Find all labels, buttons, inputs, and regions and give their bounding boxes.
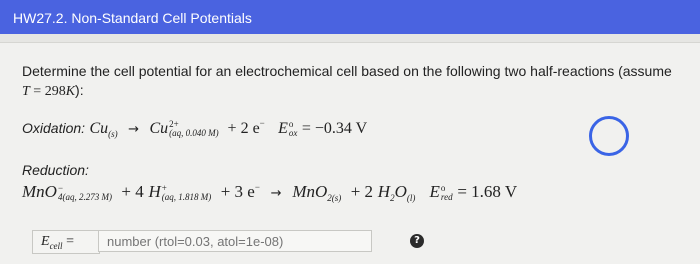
ox-potential-symbol: E (278, 120, 288, 138)
question-header (0, 0, 700, 34)
ecell-label-box (32, 230, 100, 254)
red-product1-sub: 2(s) (327, 193, 342, 203)
oxidation-label: Oxidation: (22, 120, 86, 137)
ox-product-state: (aq, 0.040 M) (169, 128, 219, 138)
red-species1-charge: − (57, 182, 64, 193)
radio-circle-icon[interactable] (589, 116, 629, 156)
ecell-eq: = (62, 234, 74, 249)
header-divider (0, 34, 700, 43)
red-species2-state: (aq, 1.818 M) (161, 191, 212, 202)
red-electron-charge: − (254, 182, 260, 192)
ox-product-charge: 2+ (169, 119, 179, 129)
assume-K: K (65, 84, 76, 99)
ecell-sub: cell (49, 241, 63, 251)
red-potential-symbol: E (429, 182, 440, 201)
ox-potential-sub: ox (288, 128, 298, 138)
question-title: HW27.2. Non-Standard Cell Potentials (13, 10, 252, 26)
red-electrons: + 3 e (220, 182, 255, 201)
ecell-symbol: E (41, 234, 50, 249)
red-product1: MnO (292, 182, 328, 201)
help-icon[interactable]: ? (410, 234, 424, 248)
red-potential-sup: o (440, 182, 446, 193)
red-plus2: + 2 (350, 182, 374, 201)
ox-electrons: + 2 e (227, 120, 260, 138)
red-arrow: → (270, 186, 282, 201)
ox-potential-value: = −0.34 V (301, 120, 368, 138)
red-product2a: H (377, 182, 391, 201)
red-product2a-sub: 2 (390, 193, 395, 203)
prompt-text: Determine the cell potential for an electrochemical cell based on the following two half-reactions (assume (22, 63, 672, 79)
red-potential-sub: red (440, 191, 453, 202)
question-prompt (22, 62, 682, 101)
ox-product: Cu (149, 120, 169, 138)
oxidation-half-reaction (22, 120, 367, 138)
reduction-label: Reduction: (22, 162, 89, 178)
ox-potential-sup: o (288, 119, 294, 129)
ecell-answer-input[interactable] (98, 230, 372, 252)
red-species2: H (148, 182, 161, 201)
assume-T: T (22, 84, 30, 99)
red-potential-value: = 1.68 V (457, 182, 518, 201)
assume-eq: = 298 (29, 84, 66, 99)
reduction-half-reaction (22, 182, 517, 202)
ox-reactant-state: (s) (108, 129, 118, 140)
assume-end: ): (75, 82, 84, 98)
ox-arrow: → (128, 122, 140, 138)
red-species1: MnO (22, 182, 57, 201)
red-species2-charge: + (161, 182, 167, 193)
ox-electron-charge: − (259, 118, 265, 129)
red-product2b-sub: (l) (406, 193, 416, 203)
ox-reactant: Cu (89, 120, 109, 138)
red-plus1: + 4 (121, 182, 144, 201)
red-species1-state: 4(aq, 2.273 M) (57, 191, 112, 202)
red-product2b: O (394, 182, 407, 201)
